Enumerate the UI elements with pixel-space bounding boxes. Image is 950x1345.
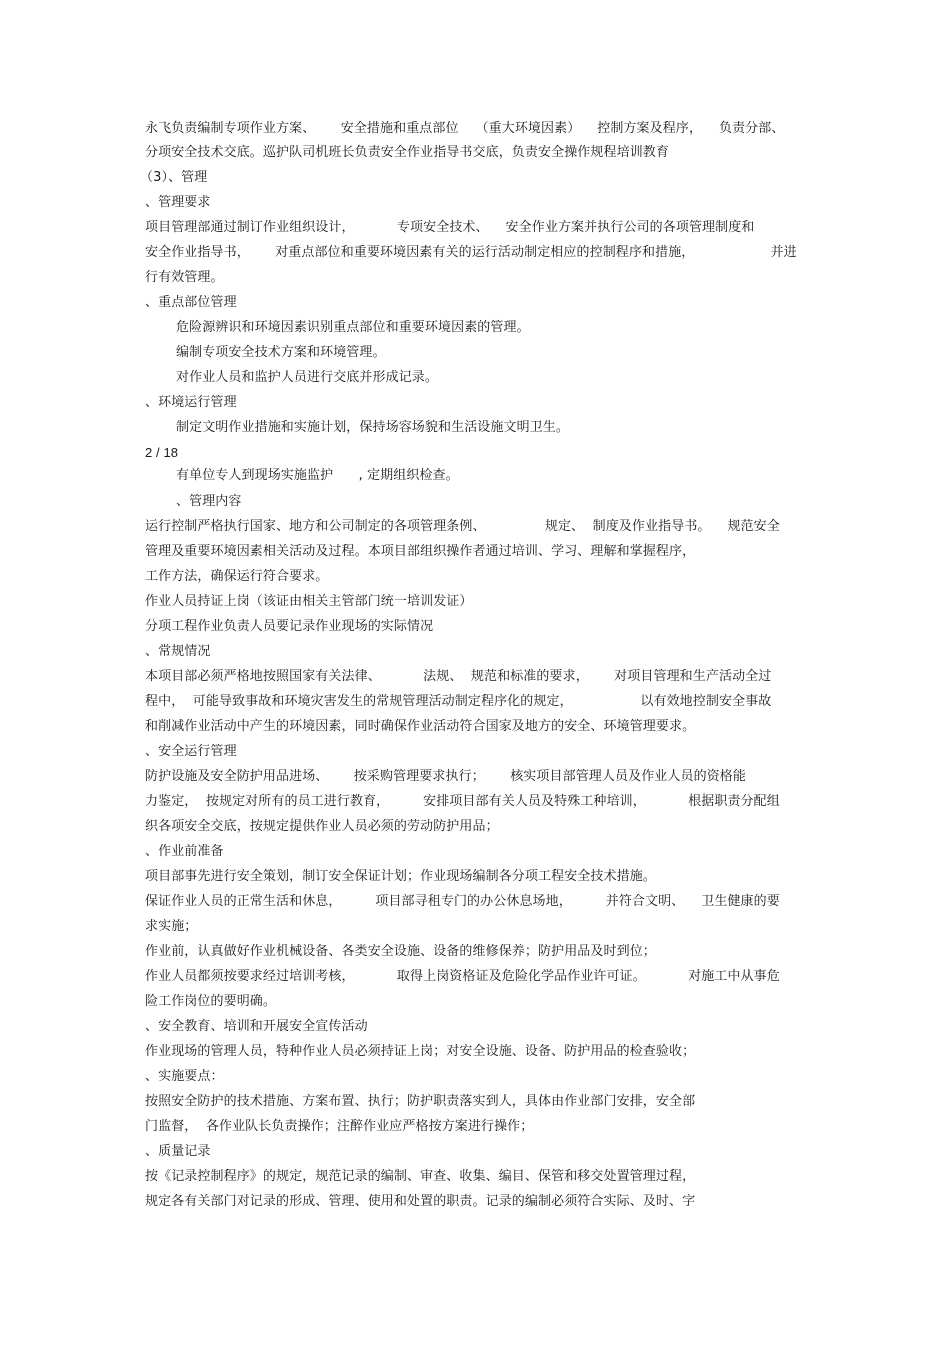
section-heading: 、环境运行管理 — [145, 395, 237, 410]
section-heading: 、安全运行管理 — [145, 744, 237, 759]
text-line: 行有效管理。 — [145, 270, 224, 285]
text-line: 保证作业人员的正常生活和休息， 项目部寻租专门的办公休息场地， 并符合文明、 卫生健康的要 — [145, 894, 780, 909]
text-line: 安全作业指导书， 对重点部位和重要环境因素有关的运行活动制定相应的控制程序和措施， 并进 — [145, 245, 797, 260]
text-line: 求实施； — [145, 919, 198, 934]
text-line: 编制专项安全技术方案和环境管理。 — [176, 345, 386, 360]
text-line: 作业前，认真做好作业机械设备、各类安全设施、设备的维修保养；防护用品及时到位； — [145, 944, 656, 959]
text-line: 本项目部必须严格地按照国家有关法律、 法规、 规范和标准的要求， 对项目管理和生产活动全过 — [145, 669, 772, 684]
text-line: 永飞负责编制专项作业方案、 安全措施和重点部位 （重大环境因素） 控制方案及程序， 负责分部、 — [145, 121, 785, 136]
text-line: 对作业人员和监护人员进行交底并形成记录。 — [176, 370, 439, 385]
text-line: 门监督， 各作业队长负责操作；注醉作业应严格按方案进行操作； — [145, 1119, 534, 1134]
page-number: 2 / 18 — [145, 445, 179, 460]
section-heading: 、实施要点： — [145, 1069, 224, 1084]
text-line: 作业人员都须按要求经过培训考核， 取得上岗资格证及危险化学品作业许可证。 对施工中从事危 — [145, 969, 780, 984]
text-line: 险工作岗位的要明确。 — [145, 994, 277, 1009]
text-line: 按照安全防护的技术措施、方案布置、执行；防护职责落实到人，具体由作业部门安排，安全部 — [145, 1094, 696, 1109]
text-line: 制定文明作业措施和实施计划，保持场容场貌和生活设施文明卫生。 — [176, 420, 570, 435]
text-line: 按《记录控制程序》的规定，规范记录的编制、审查、收集、编目、保管和移交处置管理过程， — [145, 1169, 696, 1184]
text-line: 分项安全技术交底。巡护队司机班长负责安全作业指导书交底，负责安全操作规程培训教育 — [145, 145, 670, 160]
text-line: 项目管理部通过制订作业组织设计， 专项安全技术、 安全作业方案并执行公司的各项管理制度和 — [145, 220, 755, 235]
section-heading: 、作业前准备 — [145, 844, 224, 859]
section-heading: 、重点部位管理 — [145, 295, 237, 310]
text-line: 运行控制严格执行国家、地方和公司制定的各项管理条例、 规定、 制度及作业指导书。 规范安全 — [145, 519, 780, 534]
section-heading: 、质量记录 — [145, 1144, 211, 1159]
text-line: 程中， 可能导致事故和环境灾害发生的常规管理活动制定程序化的规定， 以有效地控制安全事故 — [145, 694, 772, 709]
text-line: 分项工程作业负责人员要记录作业现场的实际情况 — [145, 619, 434, 634]
text-line: 织各项安全交底，按规定提供作业人员必须的劳动防护用品； — [145, 819, 499, 834]
text-line: 危险源辨识和环境因素识别重点部位和重要环境因素的管理。 — [176, 320, 530, 335]
section-heading: 、常规情况 — [145, 644, 211, 659]
section-heading: 、管理内容 — [176, 494, 242, 509]
section-heading: （3）、管理 — [140, 170, 208, 185]
text-line: 规定各有关部门对记录的形成、管理、使用和处置的职责。记录的编制必须符合实际、及时、字 — [145, 1194, 696, 1209]
text-line: 防护设施及安全防护用品进场、 按采购管理要求执行； 核实项目部管理人员及作业人员的资格能 — [145, 769, 746, 784]
text-line: 作业人员持证上岗（该证由相关主管部门统一培训发证） — [145, 594, 473, 609]
text-line: 工作方法，确保运行符合要求。 — [145, 569, 329, 584]
section-heading: 、管理要求 — [145, 195, 211, 210]
text-line: 有单位专人到现场实施监护 , 定期组织检查。 — [176, 468, 459, 483]
section-heading: 、安全教育、培训和开展安全宣传活动 — [145, 1019, 368, 1034]
text-line: 管理及重要环境因素相关活动及过程。本项目部组织操作者通过培训、学习、理解和掌握程序， — [145, 544, 696, 559]
text-line: 项目部事先进行安全策划，制订安全保证计划；作业现场编制各分项工程安全技术措施。 — [145, 869, 656, 884]
text-line: 和削减作业活动中产生的环境因素，同时确保作业活动符合国家及地方的安全、环境管理要求。 — [145, 719, 696, 734]
text-line: 力鉴定， 按规定对所有的员工进行教育， 安排项目部有关人员及特殊工种培训， 根据职责分配组 — [145, 794, 780, 809]
text-line: 作业现场的管理人员，特种作业人员必须持证上岗；对安全设施、设备、防护用品的检查验收； — [145, 1044, 696, 1059]
